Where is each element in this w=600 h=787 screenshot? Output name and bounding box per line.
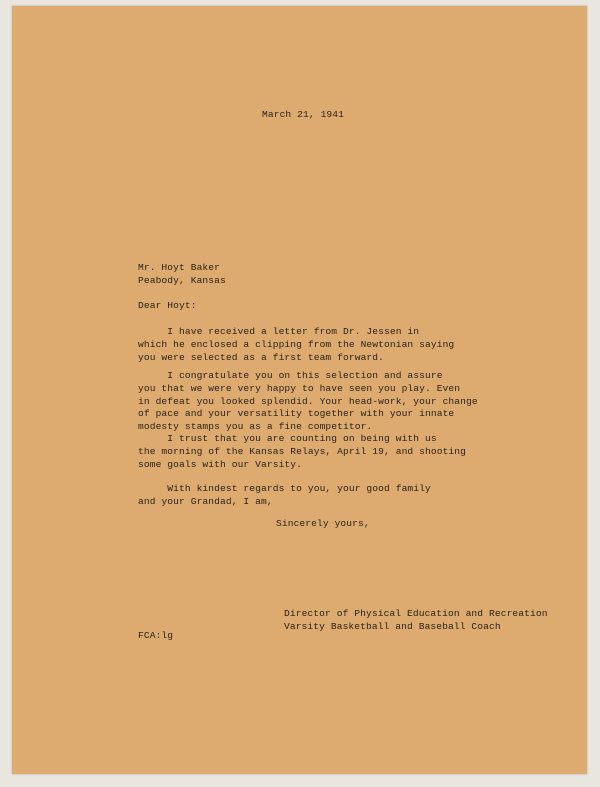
body-paragraph-2: I congratulate you on this selection and assure you that we were very happy to have seen you play. Even in defeat you looked splendid. Your head-work, your change of pace and your versatility together with your innate modesty stamps you as a fine competitor. [138, 370, 478, 433]
body-paragraph-4: With kindest regards to you, your good family and your Grandad, I am, [138, 483, 431, 507]
recipient-location: Peabody, Kansas [138, 274, 226, 286]
reference-initials: FCA:lg [138, 630, 174, 641]
letter-page [12, 6, 587, 774]
letter-date: March 21, 1941 [262, 109, 345, 120]
body-paragraph-3: I trust that you are counting on being with us the morning of the Kansas Relays, April 19, and shooting some goals with our Varsity. [138, 433, 467, 470]
recipient-name: Mr. Hoyt Baker [138, 262, 221, 273]
signature-title-line-1: Director of Physical Education and Recreation [284, 608, 548, 619]
signature-block [284, 608, 548, 634]
complimentary-close: Sincerely yours, [276, 518, 370, 529]
recipient-address [138, 262, 226, 288]
body-paragraph-1: I have received a letter from Dr. Jessen in which he enclosed a clipping from the Newtonian saying you were selected as a first team forward. [138, 326, 455, 363]
salutation: Dear Hoyt: [138, 300, 197, 311]
signature-title-line-2: Varsity Basketball and Baseball Coach [284, 620, 501, 632]
